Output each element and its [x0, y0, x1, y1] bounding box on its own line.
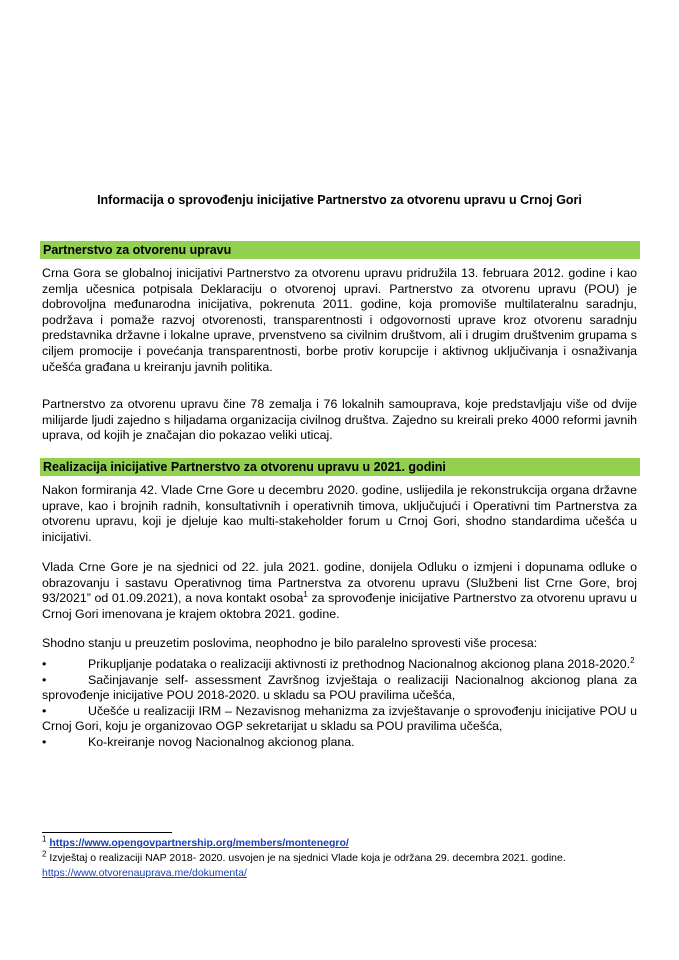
list-item-text: Ko-kreiranje novog Nacionalnog akcionog plana. — [88, 734, 355, 749]
footnote-2-number: 2 — [42, 849, 47, 859]
footnote-ref-2[interactable]: 2 — [630, 655, 635, 665]
paragraph-government-decision — [42, 560, 637, 622]
list-item-text: Sačinjavanje self- assessment Završnog izvještaja o realizaciji Nacionalnog akcionog plana za sprovođenje inicijative POU 2018-2020. u skladu sa POU pravilima učešća, — [42, 672, 637, 703]
paragraph-pou-members: Partnerstvo za otvorenu upravu čine 78 zemalja i 76 lokalnih samouprava, koje predstavljaju više od dvije milijarde ljudi zajedno s hiljadama organizacija civilnog društva. Zajedno su kreirali preko 4000 reformi javnih uprava, od kojih je značajan dio pokazao veliki uticaj. — [42, 397, 637, 443]
paragraph-government-formation: Nakon formiranja 42. Vlade Crne Gore u decembru 2020. godine, uslijedila je rekonstrukcija organa državne uprave, kao i brojnih radnih, konsultativnih i operativnih timova, uključujući i Operativni tim Partnerstva za otvorenu upravu, koji je djeluje kao multi-stakeholder forum u Crnoj Gori, shodno standardima učešća u inicijativi. — [42, 483, 637, 544]
footnote-2-link-line — [42, 866, 642, 881]
process-list — [42, 657, 637, 751]
bullet-icon: • — [42, 734, 47, 749]
list-item — [42, 673, 637, 704]
list-item-text: Učešće u realizaciji IRM – Nezavisnog mehanizma za izvještavanje o sprovođenju inicijative POU u Crnoj Gori, koju je organizovao OGP sekretarijat u skladu sa POU pravilima učešća, — [42, 703, 637, 734]
footnote-divider — [42, 832, 172, 833]
bullet-icon: • — [42, 703, 47, 718]
list-item-text: Prikupljanje podataka o realizaciji aktivnosti iz prethodnog Nacionalnog akcionog plana 2018-2020. — [88, 657, 631, 671]
decision-text-part2: za sprovođenje inicijative Partnerstvo za otvorenu upravu u Crnoj Gori imenovana je krajem oktobra 2021. godine. — [42, 591, 637, 621]
bullet-icon: • — [42, 672, 47, 687]
list-item — [42, 704, 637, 735]
document-title: Informacija o sprovođenju inicijative Partnerstvo za otvorenu upravu u Crnoj Gori — [97, 193, 582, 207]
footnote-1-number: 1 — [42, 834, 47, 844]
footnote-1 — [42, 836, 642, 851]
footnote-2-text: Izvještaj o realizaciji NAP 2018- 2020. usvojen je na sjednici Vlade koja je održana 29. decembra 2021. godine. — [46, 852, 566, 864]
section-heading-partnerstvo: Partnerstvo za otvorenu upravu — [40, 241, 640, 259]
decision-text-part1: Vlada Crne Gore je na sjednici od 22. jula 2021. godine, donijela Odluku o izmjeni i dopunama odluke o obrazovanju i sastavu Operativnog tima Partnerstva za otvorenu upravu (Službeni list Crne Gore, broj 93/2021” od 01.09.2021), a nova kontakt osoba — [42, 560, 637, 606]
list-item — [42, 657, 637, 673]
footnote-ref-1[interactable]: 1 — [303, 590, 308, 600]
footnote-2 — [42, 851, 642, 866]
bullet-icon: • — [42, 657, 47, 671]
footnote-1-link[interactable]: https://www.opengovpartnership.org/members/montenegro/ — [49, 837, 349, 849]
section-heading-realizacija: Realizacija inicijative Partnerstvo za otvorenu upravu u 2021. godini — [40, 458, 640, 476]
footnote-2-link[interactable]: https://www.otvorenauprava.me/dokumenta/ — [42, 867, 247, 879]
paragraph-processes-intro: Shodno stanju u preuzetim poslovima, neophodno je bilo paralelno sprovesti više procesa: — [42, 636, 538, 650]
paragraph-pou-intro: Crna Gora se globalnoj inicijativi Partnerstvo za otvorenu upravu pridružila 13. februara 2012. godine i kao zemlja učesnica potpisala Deklaraciju o otvorenoj upravi. Partnerstvo za otvorenu upravu (POU) je dobrovoljna međunarodna inicijativa, pokrenuta 2011. godine, koja promoviše multilateralnu saradnju, podržava i pomaže razvoj otvorenosti, transparentnosti i odgovornosti uprave kroz otvorenu saradnju predstavnika državne i lokalne uprave, prvenstveno sa civilnim društvom, ali i drugim društvenim grupama s ciljem promocije i povećanja transparentnosti, borbe protiv korupcije i aktivnog uključivanja i osnaživanja učešća građana u kreiranju javnih politika. — [42, 266, 637, 374]
footnotes — [42, 836, 642, 881]
list-item — [42, 735, 637, 751]
